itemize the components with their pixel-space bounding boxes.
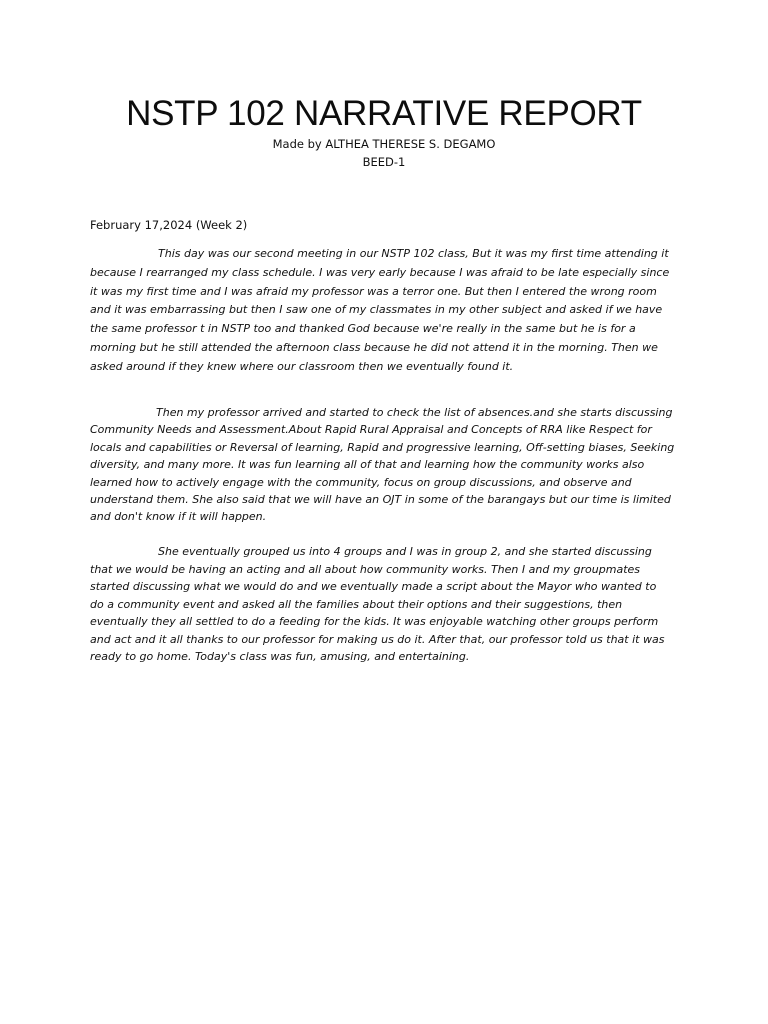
paragraph-line: understand them. She also said that we will have an OJT in some of the barangays but our time is limited [90,493,671,507]
paragraph-line: This day was our second meeting in our NSTP 102 class, But it was my first time attending it [158,247,669,260]
paragraph-line: the same professor t in NSTP too and thanked God because we're really in the same but he is for a [90,322,636,336]
paragraph-1 [90,245,680,377]
section-line: BEED-1 [362,155,406,169]
paragraph-line: it was my first time and I was afraid my professor was a terror one. But then I entered the wrong room [90,284,657,298]
paragraph-line: morning but he still attended the afternoon class because he did not attend it in the morning. Then we [90,340,658,354]
paragraph-line: learned how to actively engage with the community, focus on group discussions, and observe and [90,475,632,489]
paragraph-line: and it was embarrassing but then I saw one of my classmates in my other subject and asked if we have [90,303,663,317]
paragraph-2 [90,404,680,526]
paragraph-line: She eventually grouped us into 4 groups and I was in group 2, and she started discussing [158,545,652,558]
paragraph-3 [90,543,680,666]
paragraph-line: and act and it all thanks to our professor for making us do it. After that, our professor told us that it was [90,632,665,646]
date-line: February 17,2024 (Week 2) [90,218,248,232]
paragraph-line: Then my professor arrived and started to check the list of absences.and she starts discussing [156,406,673,419]
report-title: NSTP 102 NARRATIVE REPORT [126,94,642,133]
paragraph-line: eventually they all settled to do a feeding for the kids. It was enjoyable watching other groups perform [90,615,659,628]
paragraph-line: because I rearranged my class schedule. I was very early because I was afraid to be late especially since [90,265,670,279]
author-line: Made by ALTHEA THERESE S. DEGAMO [272,137,496,151]
paragraph-line: that we would be having an acting and all about how community works. Then I and my groupmates [90,562,640,576]
paragraph-line: ready to go home. Today's class was fun, amusing, and entertaining. [90,650,470,663]
paragraph-line: started discussing what we would do and we eventually made a script about the Mayor who wanted to [90,580,657,593]
paragraph-line: do a community event and asked all the families about their options and their suggestions, then [90,597,623,611]
paragraph-line: and don't know if it will happen. [90,510,267,524]
paragraph-line: Community Needs and Assessment.About Rapid Rural Appraisal and Concepts of RRA like Respect for [90,423,652,437]
paragraph-line: locals and capabilities or Reversal of learning, Rapid and progressive learning, Off-setting biases, Seeking [90,440,675,454]
paragraph-line: diversity, and many more. It was fun learning all of that and learning how the community works also [90,458,645,472]
paragraph-line: asked around if they knew where our classroom then we eventually found it. [90,359,514,373]
